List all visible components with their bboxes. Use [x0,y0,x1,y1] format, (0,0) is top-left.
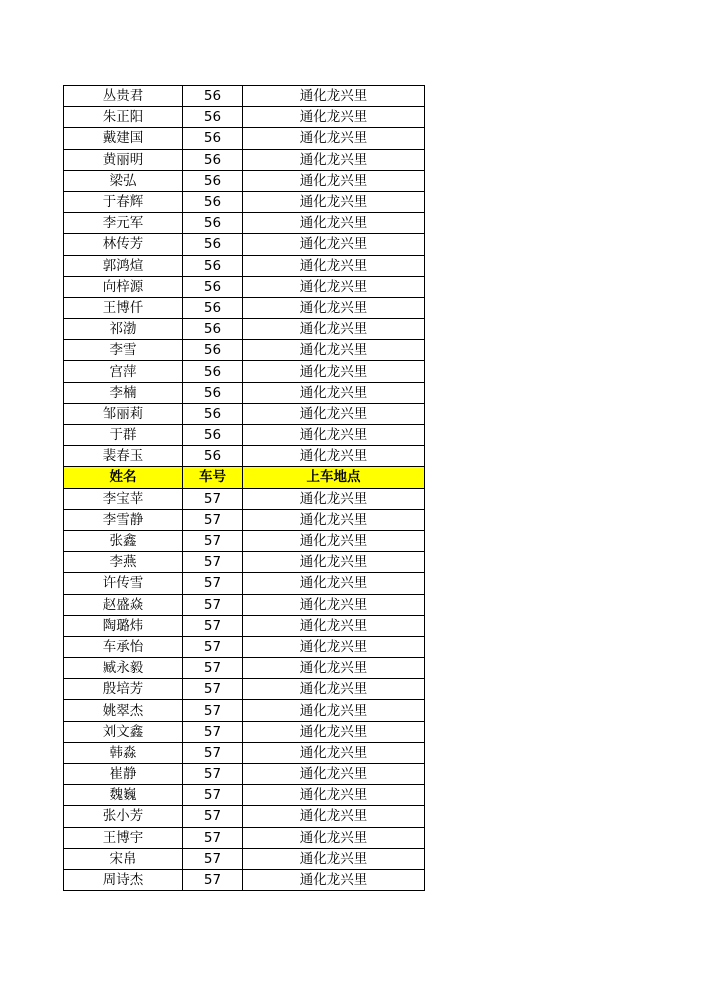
table-row [64,700,425,721]
table-row [64,679,425,700]
bus-number-cell: 56 [183,149,243,170]
bus-number-cell: 56 [183,213,243,234]
table-row [64,785,425,806]
boarding-location-cell: 通化龙兴里 [243,636,425,657]
table-row [64,552,425,573]
boarding-location-cell: 通化龙兴里 [243,827,425,848]
name-cell: 林传芳 [64,234,183,255]
table-row [64,107,425,128]
bus-number-cell: 56 [183,234,243,255]
name-cell: 李燕 [64,552,183,573]
name-cell: 魏巍 [64,785,183,806]
bus-number-cell: 57 [183,721,243,742]
name-cell: 黄丽明 [64,149,183,170]
boarding-location-cell: 通化龙兴里 [243,806,425,827]
boarding-location-cell: 通化龙兴里 [243,340,425,361]
name-cell: 张小芳 [64,806,183,827]
bus-number-cell: 57 [183,573,243,594]
passenger-table-body [64,86,425,891]
table-row [64,827,425,848]
table-row [64,382,425,403]
bus-number-cell: 56 [183,446,243,467]
name-cell: 赵盛焱 [64,594,183,615]
name-cell: 于春辉 [64,191,183,212]
bus-number-cell: 57 [183,530,243,551]
table-row [64,191,425,212]
boarding-location-cell: 通化龙兴里 [243,382,425,403]
bus-number-cell: 57 [183,869,243,890]
table-row [64,446,425,467]
bus-number-cell: 56 [183,107,243,128]
table-row [64,361,425,382]
boarding-location-cell: 通化龙兴里 [243,255,425,276]
name-cell: 于群 [64,425,183,446]
name-cell: 臧永毅 [64,658,183,679]
name-cell: 朱正阳 [64,107,183,128]
name-cell: 郭鸿煊 [64,255,183,276]
boarding-location-cell: 通化龙兴里 [243,721,425,742]
boarding-location-cell: 通化龙兴里 [243,700,425,721]
bus-number-cell: 56 [183,170,243,191]
table-row [64,488,425,509]
bus-number-cell: 57 [183,636,243,657]
table-row [64,403,425,424]
table-row [64,234,425,255]
boarding-location-cell: 通化龙兴里 [243,107,425,128]
bus-number-cell: 57 [183,615,243,636]
boarding-location-cell: 通化龙兴里 [243,425,425,446]
table-row [64,658,425,679]
bus-number-cell: 57 [183,785,243,806]
name-cell: 张鑫 [64,530,183,551]
boarding-location-cell: 通化龙兴里 [243,509,425,530]
boarding-location-cell: 通化龙兴里 [243,594,425,615]
bus-number-cell: 57 [183,827,243,848]
table-row [64,742,425,763]
bus-number-cell: 57 [183,700,243,721]
boarding-location-cell: 通化龙兴里 [243,658,425,679]
table-row [64,848,425,869]
table-row [64,128,425,149]
bus-number-cell: 56 [183,191,243,212]
name-cell: 刘文鑫 [64,721,183,742]
table-row [64,276,425,297]
bus-number-cell: 57 [183,679,243,700]
boarding-location-cell: 通化龙兴里 [243,149,425,170]
boarding-location-cell: 通化龙兴里 [243,276,425,297]
boarding-location-cell: 通化龙兴里 [243,530,425,551]
bus-number-cell: 56 [183,425,243,446]
bus-number-cell: 57 [183,848,243,869]
table-row [64,149,425,170]
name-cell: 王博仟 [64,297,183,318]
name-cell: 殷培芳 [64,679,183,700]
name-cell: 李雪静 [64,509,183,530]
boarding-location-cell: 通化龙兴里 [243,488,425,509]
table-row [64,721,425,742]
table-header-row [64,467,425,488]
name-cell: 周诗杰 [64,869,183,890]
name-cell: 梁弘 [64,170,183,191]
header-boarding-location-cell: 上车地点 [243,467,425,488]
boarding-location-cell: 通化龙兴里 [243,446,425,467]
table-row [64,869,425,890]
table-row [64,425,425,446]
boarding-location-cell: 通化龙兴里 [243,361,425,382]
boarding-location-cell: 通化龙兴里 [243,573,425,594]
bus-number-cell: 57 [183,658,243,679]
table-row [64,530,425,551]
bus-number-cell: 56 [183,297,243,318]
name-cell: 戴建国 [64,128,183,149]
bus-number-cell: 56 [183,86,243,107]
bus-number-cell: 56 [183,276,243,297]
bus-number-cell: 56 [183,340,243,361]
name-cell: 宋帛 [64,848,183,869]
boarding-location-cell: 通化龙兴里 [243,742,425,763]
boarding-location-cell: 通化龙兴里 [243,848,425,869]
boarding-location-cell: 通化龙兴里 [243,170,425,191]
name-cell: 李元军 [64,213,183,234]
bus-number-cell: 57 [183,594,243,615]
boarding-location-cell: 通化龙兴里 [243,297,425,318]
boarding-location-cell: 通化龙兴里 [243,319,425,340]
table-row [64,806,425,827]
boarding-location-cell: 通化龙兴里 [243,86,425,107]
bus-number-cell: 57 [183,806,243,827]
name-cell: 李楠 [64,382,183,403]
bus-number-cell: 56 [183,128,243,149]
bus-number-cell: 56 [183,382,243,403]
name-cell: 王博宇 [64,827,183,848]
name-cell: 李宝苹 [64,488,183,509]
table-row [64,636,425,657]
boarding-location-cell: 通化龙兴里 [243,764,425,785]
boarding-location-cell: 通化龙兴里 [243,191,425,212]
passenger-table [63,85,425,891]
bus-number-cell: 56 [183,319,243,340]
name-cell: 李雪 [64,340,183,361]
bus-number-cell: 57 [183,488,243,509]
boarding-location-cell: 通化龙兴里 [243,615,425,636]
name-cell: 许传雪 [64,573,183,594]
boarding-location-cell: 通化龙兴里 [243,234,425,255]
bus-number-cell: 57 [183,509,243,530]
table-row [64,594,425,615]
name-cell: 丛贵君 [64,86,183,107]
boarding-location-cell: 通化龙兴里 [243,869,425,890]
name-cell: 裴春玉 [64,446,183,467]
name-cell: 姚翠杰 [64,700,183,721]
table-row [64,615,425,636]
table-row [64,319,425,340]
header-name-cell: 姓名 [64,467,183,488]
header-bus-number-cell: 车号 [183,467,243,488]
name-cell: 宫萍 [64,361,183,382]
name-cell: 车承怡 [64,636,183,657]
table-row [64,340,425,361]
table-row [64,509,425,530]
table-row [64,764,425,785]
boarding-location-cell: 通化龙兴里 [243,403,425,424]
table-row [64,297,425,318]
name-cell: 向梓源 [64,276,183,297]
bus-number-cell: 57 [183,552,243,573]
boarding-location-cell: 通化龙兴里 [243,128,425,149]
name-cell: 陶璐炜 [64,615,183,636]
name-cell: 邹丽莉 [64,403,183,424]
bus-number-cell: 57 [183,742,243,763]
bus-number-cell: 57 [183,764,243,785]
bus-number-cell: 56 [183,255,243,276]
table-row [64,255,425,276]
bus-number-cell: 56 [183,403,243,424]
bus-number-cell: 56 [183,361,243,382]
boarding-location-cell: 通化龙兴里 [243,213,425,234]
name-cell: 韩淼 [64,742,183,763]
boarding-location-cell: 通化龙兴里 [243,679,425,700]
name-cell: 崔静 [64,764,183,785]
boarding-location-cell: 通化龙兴里 [243,785,425,806]
table-row [64,573,425,594]
table-row [64,86,425,107]
table-row [64,170,425,191]
table-row [64,213,425,234]
name-cell: 祁渤 [64,319,183,340]
boarding-location-cell: 通化龙兴里 [243,552,425,573]
